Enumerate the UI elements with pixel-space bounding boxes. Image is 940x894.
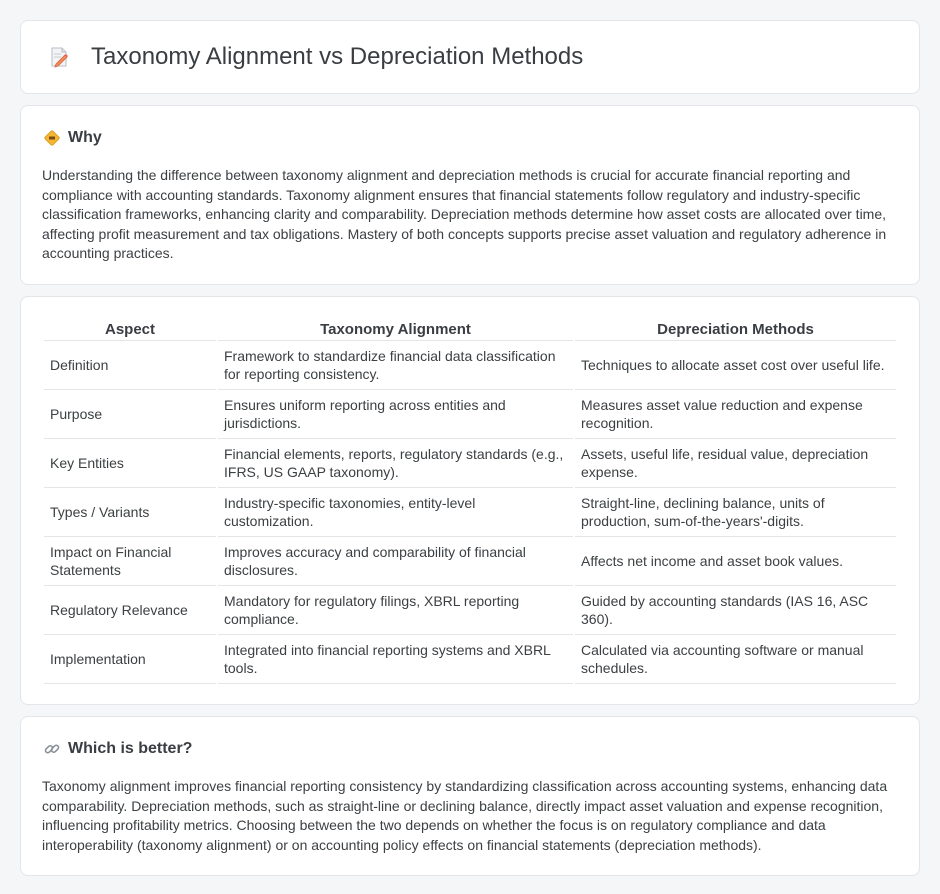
taxonomy-cell: Improves accuracy and comparability of financial disclosures. (218, 537, 573, 586)
depreciation-cell: Techniques to allocate asset cost over useful life. (575, 341, 896, 390)
comparison-section (20, 296, 920, 705)
table-row (44, 586, 896, 635)
comparison-table (42, 319, 898, 684)
depreciation-cell: Guided by accounting standards (IAS 16, ASC 360). (575, 586, 896, 635)
header-depreciation-methods: Depreciation Methods (575, 319, 896, 341)
which-is-better-section (20, 716, 920, 876)
table-row (44, 341, 896, 390)
title-card (20, 20, 920, 94)
why-heading (42, 128, 898, 148)
depreciation-cell: Assets, useful life, residual value, depreciation expense. (575, 439, 896, 488)
taxonomy-cell: Integrated into financial reporting systems and XBRL tools. (218, 635, 573, 684)
aspect-cell: Implementation (44, 635, 216, 684)
table-row (44, 635, 896, 684)
table-row (44, 537, 896, 586)
page-title: Taxonomy Alignment vs Depreciation Methods (91, 43, 584, 70)
taxonomy-cell: Mandatory for regulatory filings, XBRL reporting compliance. (218, 586, 573, 635)
header-taxonomy-alignment: Taxonomy Alignment (218, 319, 573, 341)
better-heading (42, 739, 898, 759)
better-text: Taxonomy alignment improves financial reporting consistency by standardizing classification across accounting systems, enhancing data comparability. Depreciation methods, such as straight-line or declining balance, directly impact asset valuation and expense recognition, influencing profitability metrics. Choosing between the two depends on whether the focus is on regulatory compliance and data interoperability (taxonomy alignment) or on accounting policy effects on financial statements (depreciation methods). (42, 777, 888, 853)
depreciation-cell: Measures asset value reduction and expense recognition. (575, 390, 896, 439)
aspect-cell: Key Entities (44, 439, 216, 488)
link-icon (42, 739, 62, 759)
taxonomy-cell: Ensures uniform reporting across entities and jurisdictions. (218, 390, 573, 439)
header-aspect: Aspect (44, 319, 216, 341)
table-header-row (44, 319, 896, 341)
taxonomy-cell: Industry-specific taxonomies, entity-level customization. (218, 488, 573, 537)
depreciation-cell: Affects net income and asset book values. (575, 537, 896, 586)
aspect-cell: Definition (44, 341, 216, 390)
aspect-cell: Impact on Financial Statements (44, 537, 216, 586)
taxonomy-cell: Framework to standardize financial data classification for reporting consistency. (218, 341, 573, 390)
better-title: Which is better? (68, 739, 193, 757)
aspect-cell: Purpose (44, 390, 216, 439)
depreciation-cell: Straight-line, declining balance, units of production, sum-of-the-years'-digits. (575, 488, 896, 537)
table-row (44, 390, 896, 439)
document-pencil-icon (45, 43, 73, 71)
depreciation-cell: Calculated via accounting software or manual schedules. (575, 635, 896, 684)
taxonomy-cell: Financial elements, reports, regulatory standards (e.g., IFRS, US GAAP taxonomy). (218, 439, 573, 488)
why-section (20, 105, 920, 285)
aspect-cell: Types / Variants (44, 488, 216, 537)
why-title: Why (68, 129, 102, 146)
why-text: Understanding the difference between taxonomy alignment and depreciation methods is crucial for accurate financial reporting and compliance with accounting standards. Taxonomy alignment ensures that financial statements follow regulatory and industry-specific classification frameworks, enhancing clarity and comparability. Depreciation methods determine how asset costs are allocated over time, affecting profit measurement and tax obligations. Mastery of both concepts supports precise asset valuation and regulatory adherence in accounting practices. (42, 167, 887, 262)
aspect-cell: Regulatory Relevance (44, 586, 216, 635)
table-row (44, 439, 896, 488)
table-row (44, 488, 896, 537)
diamond-sign-icon (42, 128, 62, 148)
